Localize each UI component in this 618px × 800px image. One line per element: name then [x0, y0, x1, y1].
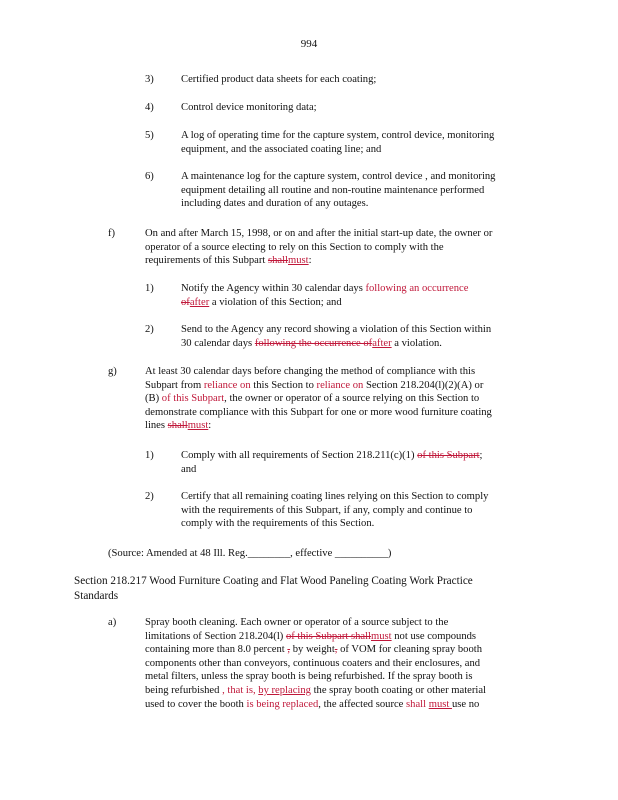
inserted-text: reliance on — [316, 379, 364, 391]
text-run: containing more than 8.0 percent — [145, 644, 288, 656]
text-run: being refurbished — [145, 684, 223, 696]
inserted-text: must — [288, 255, 309, 267]
deleted-text: shall — [167, 420, 188, 432]
text-line — [181, 296, 468, 310]
text-line: comply with the requirements of this Section. — [181, 518, 375, 530]
paragraph-label: a) — [108, 617, 117, 628]
deleted-text: following the occurrence of — [254, 337, 373, 349]
inserted-text: by replacing — [258, 684, 311, 696]
item-text — [181, 170, 495, 211]
inserted-text: must — [428, 698, 452, 710]
item-text — [181, 449, 483, 476]
inserted-text: is being replaced — [246, 698, 319, 710]
text-line: with the requirements of this Subpart, if any, comply and continue to — [181, 504, 473, 516]
text-line: equipment detailing all routine and non-routine maintenance performed — [181, 184, 485, 196]
item-number: 6) — [145, 171, 154, 182]
text-run: use no — [451, 698, 480, 710]
item-number: 1) — [145, 283, 154, 294]
paragraph-label: f) — [108, 228, 116, 239]
text-line — [145, 684, 486, 698]
deleted-text: , — [334, 644, 338, 656]
deleted-text: shall — [406, 698, 429, 710]
heading-line: Standards — [74, 589, 119, 602]
text-line: Certify that all remaining coating lines relying on this Section to comply — [181, 491, 489, 502]
paragraph-text — [145, 365, 492, 433]
text-run: Notify the Agency within 30 calendar days — [181, 283, 366, 294]
text-run: lines — [145, 420, 168, 432]
text-run: the spray booth coating or other material — [310, 684, 486, 696]
text-line: components other than conveyors, continuous coaters and their enclosures, and — [145, 657, 481, 669]
item-number: 3) — [145, 74, 154, 85]
inserted-text: after — [189, 296, 210, 308]
text-run: ; — [479, 450, 483, 461]
text-run: requirements of this Subpart — [145, 255, 268, 267]
item-text — [181, 490, 488, 531]
text-line: Certified product data sheets for each coating; — [181, 74, 377, 85]
text-line: and — [181, 463, 197, 475]
inserted-text: , that is, — [222, 684, 259, 696]
text-run: a violation of this Section; and — [209, 296, 342, 308]
text-run: used to cover the booth — [145, 698, 247, 710]
inserted-text: of this Subpart — [161, 393, 225, 405]
text-run: a violation. — [391, 337, 442, 349]
text-line: Control device monitoring data; — [181, 102, 317, 113]
deleted-text: of this Subpart shall — [285, 630, 371, 642]
text-run: of VOM for cleaning spray booth — [337, 644, 482, 656]
item-text — [181, 73, 376, 87]
text-line: including dates and duration of any outages. — [181, 198, 369, 210]
inserted-text: reliance on — [203, 379, 251, 391]
item-number: 5) — [145, 130, 154, 141]
text-run: 30 calendar days — [181, 337, 255, 349]
item-text — [181, 282, 468, 309]
paragraph-label: g) — [108, 366, 117, 377]
paragraph-text — [145, 616, 486, 711]
text-line: Spray booth cleaning. Each owner or operator of a source subject to the — [145, 617, 449, 628]
text-line: On and after March 15, 1998, or on and after the initial start-up date, the owner or — [145, 228, 493, 239]
text-run: Comply with all requirements of Section 218.211(c)(1) — [181, 450, 418, 461]
page-number: 994 — [300, 38, 318, 50]
text-run: limitations of Section 218.204(l) — [145, 630, 286, 642]
text-run: this Section to — [250, 379, 317, 391]
inserted-text: must — [371, 630, 392, 642]
text-line — [181, 337, 491, 351]
inserted-text: must — [187, 420, 209, 432]
text-run: Subpart from — [145, 379, 204, 391]
inserted-text: after — [372, 337, 392, 349]
text-run: , the affected source — [318, 698, 407, 710]
text-run: by weight — [290, 644, 335, 656]
text-line — [145, 630, 486, 644]
item-text — [181, 323, 491, 350]
text-line — [145, 254, 492, 268]
item-text — [181, 129, 494, 156]
text-line: metal filters, unless the spray booth is being refurbished. If the spray booth is — [145, 671, 473, 683]
inserted-text: following an occurrence — [365, 283, 469, 294]
text-line — [145, 698, 486, 712]
deleted-text: shall — [267, 255, 288, 267]
section-heading — [74, 574, 473, 603]
item-number: 4) — [145, 102, 154, 113]
text-run: not use compounds — [391, 630, 477, 642]
deleted-text: of — [181, 296, 190, 308]
text-line — [145, 392, 492, 406]
text-line: A log of operating time for the capture system, control device, monitoring — [181, 130, 495, 141]
item-text — [181, 101, 317, 115]
text-line: Send to the Agency any record showing a violation of this Section within — [181, 324, 492, 335]
source-note: (Source: Amended at 48 Ill. Reg.________, effective __________) — [108, 548, 392, 559]
text-run: Section 218.204(l)(2)(A) or — [363, 379, 484, 391]
text-line: A maintenance log for the capture system, control device , and monitoring — [181, 171, 496, 182]
heading-line: Section 218.217 Wood Furniture Coating and Flat Wood Paneling Coating Work Practice — [74, 575, 473, 587]
text-line: demonstrate compliance with this Subpart for one or more wood furniture coating — [145, 406, 492, 418]
item-number: 2) — [145, 491, 154, 502]
text-line — [181, 282, 468, 296]
text-line: equipment, and the associated coating line; and — [181, 143, 382, 155]
text-run: : — [308, 255, 312, 267]
text-line — [181, 449, 483, 463]
item-number: 2) — [145, 324, 154, 335]
deleted-text: of this Subpart — [417, 450, 480, 461]
text-line — [145, 419, 492, 433]
text-line: operator of a source electing to rely on this Section to comply with the — [145, 241, 444, 253]
item-number: 1) — [145, 450, 154, 461]
text-line — [145, 643, 486, 657]
paragraph-text — [145, 227, 492, 268]
text-run: : — [208, 420, 212, 432]
text-line: At least 30 calendar days before changing the method of compliance with this — [145, 366, 476, 377]
text-run: (B) — [145, 393, 162, 405]
text-line — [145, 379, 492, 393]
text-run: , the owner or operator of a source relying on this Section to — [224, 393, 480, 405]
deleted-text: , — [287, 644, 291, 656]
